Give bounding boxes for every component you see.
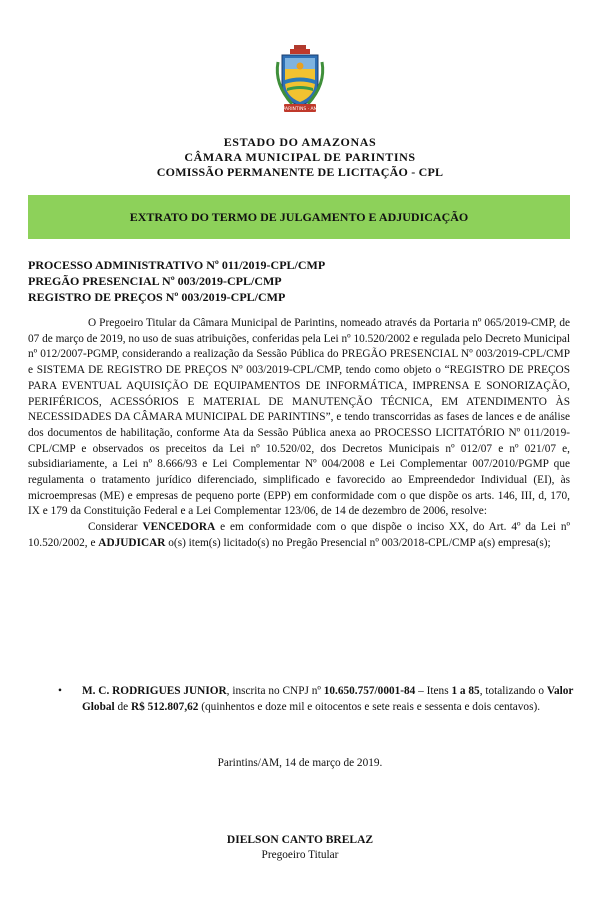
award-text-3: , totalizando o [479, 685, 547, 697]
document-body [28, 316, 570, 552]
signer-role: Pregoeiro Titular [261, 849, 339, 861]
items-range: 1 a 85 [451, 685, 480, 697]
company-name: M. C. RODRIGUES JUNIOR [82, 685, 227, 697]
award-text-5: (quinhentos e doze mil e oitocentos e sete reais e sessenta e dois centavos). [198, 700, 541, 713]
global-value-label: Valor Global [82, 685, 574, 713]
state-heading: ESTADO DO AMAZONAS [223, 135, 377, 149]
document-date: Parintins/AM, 14 de março de 2019. [217, 757, 383, 769]
process-admin-line: PROCESSO ADMINISTRATIVO Nº 011/2019-CPL/CMP [28, 258, 326, 272]
banner-title: EXTRATO DO TERMO DE JULGAMENTO E ADJUDICAÇÃO [129, 209, 469, 224]
p2-text-a: Considerar [88, 521, 143, 534]
p2-text-e: o(s) item(s) licitado(s) no Pregão Presencial nº 003/2018-CPL/CMP a(s) empresa(s); [165, 536, 551, 549]
bullet-icon: • [58, 685, 62, 697]
global-value-amount: R$ 512.807,62 [130, 700, 199, 713]
registro-line: REGISTRO DE PREÇOS Nº 003/2019-CPL/CMP [28, 290, 286, 304]
award-text-4: de [114, 700, 131, 713]
award-text-1: , inscrita no CNPJ nº [226, 685, 324, 697]
award-text-2: – Itens [415, 685, 452, 697]
award-list-item [60, 684, 574, 715]
svg-text:PARINTINS · AM: PARINTINS · AM [282, 107, 318, 112]
title-banner [28, 195, 570, 239]
resolution-paragraph: O Pregoeiro Titular da Câmara Municipal de Parintins, nomeado através da Portaria nº 065/2019-CMP, de 07 de março de 2019, no uso de suas atribuições, conferidas pela Lei nº 10.520/2002 e regulada pelo Decreto Municipal nº 012/2007-PGMP, considerando a realização da Sessão Pública do PREGÃO PRESENCIAL Nº 003/2019-CPL/CMP e SISTEMA DE REGISTRO DE PREÇOS Nº 003/2019-CPL/CMP, tendo como objeto o “REGISTRO DE PREÇOS PARA EVENTUAL AQUISIÇÃO DE EQUIPAMENTOS DE INFORMÁTICA, IMPRENSA E SONORIZAÇÃO, PERIFÉRICOS, ACESSÓRIOS E MATERIAL DE MANUTENÇÃO TÉCNICA, EM ATENDIMENTO ÀS NECESSIDADES DA CÂMARA MUNICIPAL DE PARINTINS”, e tendo transcorridas as fases de lances e de análise dos documentos de habilitação, conforme Ata da Sessão Pública anexa ao PROCESSO LICITATÓRIO Nº 011/2019-CPL/CMP e observados os preceitos da Lei nº 10.520/02, dos Decretos Municipais nº 012/07 e nº 021/07 e, subsidiariamente, a Lei nº 8.666/93 e Lei Complementar Nº 004/2008 e Lei Complementar 007/2010/PGMP que regulamenta o tratamento jurídico diferenciado, simplificado e favorecido ao Empreendedor Individual (EI), às microempresas (ME) e empresas de pequeno porte (EPP) em conformidade com o que dispõe os arts. 146, III, d, 170, IX e 179 da Constituição Federal e a Lei Complementar 123/06, de 14 de dezembro de 2006, resolve: [28, 317, 570, 518]
signature-block [0, 833, 600, 863]
signer-name: DIELSON CANTO BRELAZ [226, 834, 374, 846]
cnpj-value: 10.650.757/0001-84 [323, 685, 416, 697]
vencedora-term: VENCEDORA [142, 521, 216, 534]
process-block [28, 257, 325, 305]
coat-of-arms-icon [270, 44, 330, 114]
adjudication-paragraph [28, 520, 570, 551]
chamber-heading: CÂMARA MUNICIPAL DE PARINTINS [184, 150, 416, 164]
adjudicar-term: ADJUDICAR [98, 536, 166, 549]
pregao-line: PREGÃO PRESENCIAL Nº 003/2019-CPL/CMP [28, 274, 282, 288]
commission-heading: COMISSÃO PERMANENTE DE LICITAÇÃO - CPL [156, 165, 444, 179]
p2-text-c: e em conformidade com o que dispõe o inciso XX, do Art. 4º da Lei nº 10.520/2002, e [28, 521, 570, 549]
